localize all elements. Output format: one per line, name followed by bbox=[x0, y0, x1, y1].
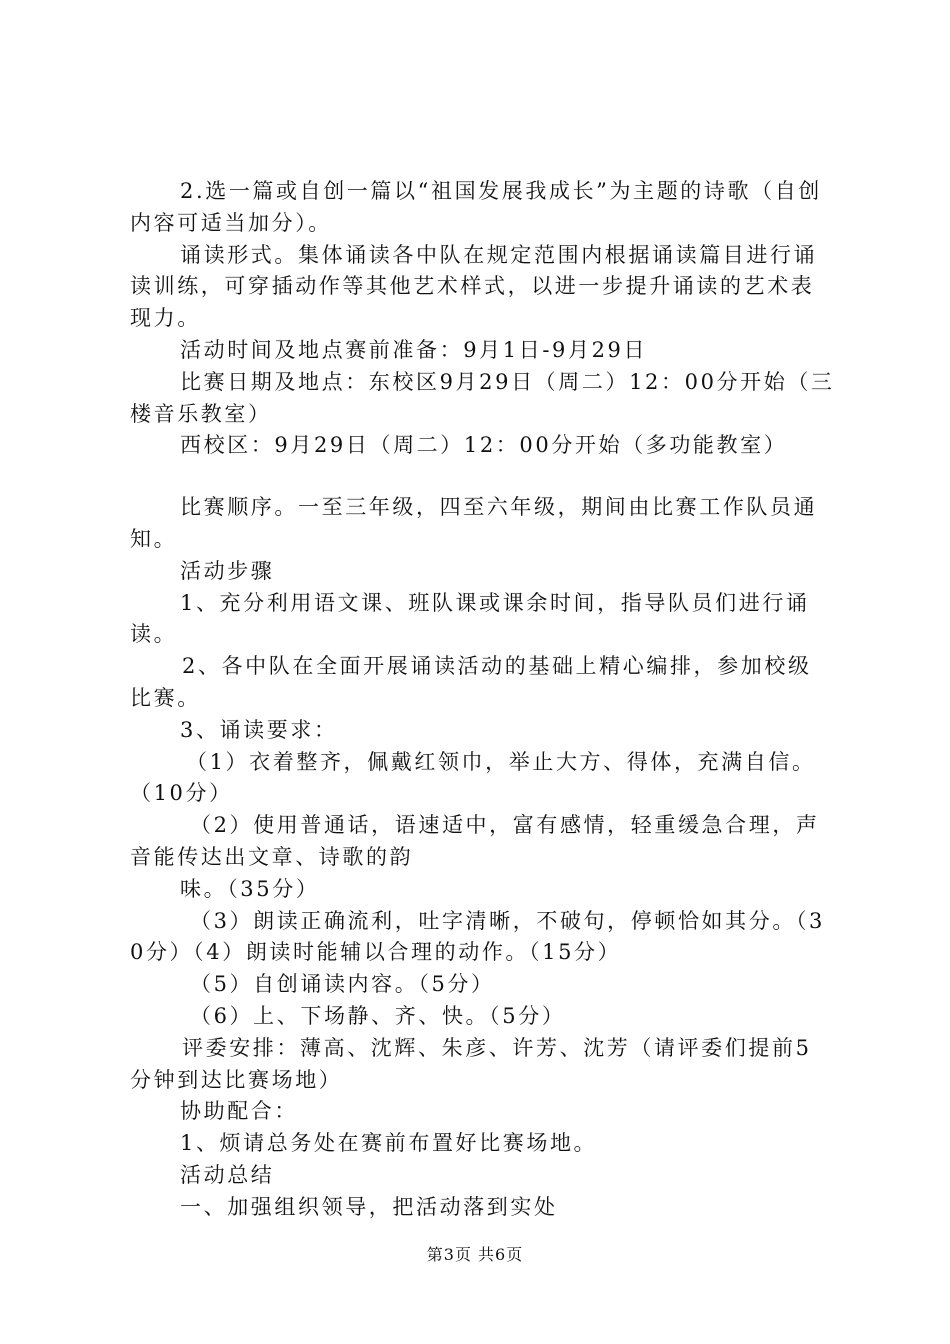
paragraph-step-1: 1、充分利用语文课、班队课或课余时间，指导队员们进行诵读。 bbox=[130, 590, 810, 647]
paragraph-summary-1: 一、加强组织领导，把活动落到实处 bbox=[180, 1194, 558, 1219]
paragraph-poem-selection: 2.选一篇或自创一篇以“祖国发展我成长”为主题的诗歌（自创内容可适当加分）。 bbox=[130, 179, 822, 235]
paragraph-gap bbox=[130, 462, 835, 492]
paragraph-judges: 评委安排：薄高、沈辉、朱彦、许芳、沈芳（请评委们提前5分钟到达比赛场地） bbox=[130, 1035, 812, 1092]
document-body bbox=[130, 176, 835, 1224]
paragraph-requirement-3-4: （3）朗读正确流利，吐字清晰，不破句，停顿恰如其分。（30分）（4）朗读时能辅以合理的动作。（15分） bbox=[130, 908, 826, 965]
paragraph-step-2: 2、各中队在全面开展诵读活动的基础上精心编排，参加校级比赛。 bbox=[130, 654, 812, 710]
paragraph-requirement-2: （2）使用普通话，语速适中，富有感情，轻重缓急合理，声音能传达出文章、诗歌的韵 bbox=[130, 813, 820, 869]
paragraph-requirement-2-cont: 味。（35分） bbox=[180, 876, 320, 901]
page-number-footer: 第3页 共6页 bbox=[426, 1245, 524, 1264]
paragraph-requirement-6: （6）上、下场静、齐、快。（5分） bbox=[190, 1003, 566, 1028]
paragraph-recitation-form: 诵读形式。集体诵读各中队在规定范围内根据诵读篇目进行诵读训练，可穿插动作等其他艺术样式，以进一步提升诵读的艺术表现力。 bbox=[130, 242, 818, 331]
heading-assistance: 协助配合： bbox=[180, 1099, 298, 1124]
heading-activity-summary: 活动总结 bbox=[180, 1162, 275, 1187]
paragraph-assistance-1: 1、烦请总务处在赛前布置好比赛场地。 bbox=[180, 1131, 598, 1156]
heading-activity-steps: 活动步骤 bbox=[180, 558, 275, 583]
paragraph-competition-order: 比赛顺序。一至三年级，四至六年级，期间由比赛工作队员通知。 bbox=[130, 495, 818, 551]
paragraph-activity-time: 活动时间及地点赛前准备：9月1日-9月29日 bbox=[180, 337, 648, 362]
paragraph-step-3: 3、诵读要求： bbox=[180, 717, 338, 742]
paragraph-requirement-1: （1）衣着整齐，佩戴红领巾，举止大方、得体，充满自信。（10分） bbox=[130, 749, 816, 806]
paragraph-east-campus: 比赛日期及地点：东校区9月29日（周二）12：00分开始（三楼音乐教室） bbox=[130, 369, 835, 426]
paragraph-requirement-5: （5）自创诵读内容。（5分） bbox=[190, 972, 495, 997]
paragraph-west-campus: 西校区：9月29日（周二）12：00分开始（多功能教室） bbox=[180, 433, 788, 458]
